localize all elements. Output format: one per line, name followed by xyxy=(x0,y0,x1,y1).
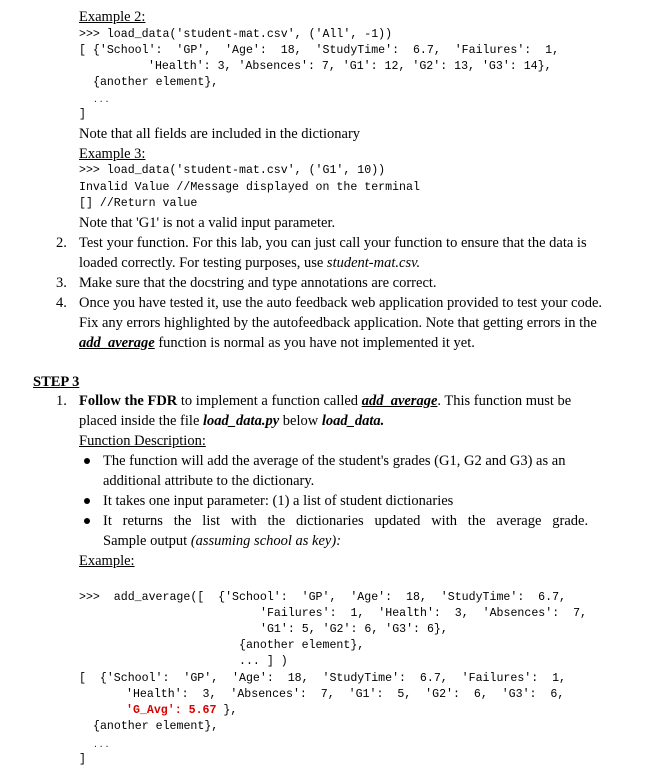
code-output-line1: [ {'School': 'GP', 'Age': 18, 'StudyTime': 6.7, 'Failures': 1, xyxy=(79,672,567,685)
code-output-close-bracket: ] xyxy=(79,753,86,766)
code-call-another-element: {another element}, xyxy=(239,639,365,652)
code-output-ellipsis: ... xyxy=(93,741,111,750)
example2-call: >>> load_data('student-mat.csv', ('All', -1)) xyxy=(79,28,393,41)
item2-number: 2. xyxy=(56,235,67,251)
example3-call: >>> load_data('student-mat.csv', ('G1', 10)) xyxy=(79,164,386,177)
item2-text-line2: loaded correctly. For testing purposes, use student-mat.csv. xyxy=(79,255,421,271)
example2-note: Note that all fields are included in the dictionary xyxy=(79,126,361,142)
code-call-close: ... ] ) xyxy=(239,655,288,668)
step3-item1-line1: Follow the FDR to implement a function called add_average. This function must be xyxy=(79,393,572,409)
item3-number: 3. xyxy=(56,275,67,291)
g-avg-highlight: 'G_Avg': 5.67 xyxy=(126,704,217,717)
bullet3-line1: It returns the list with the dictionaries updated with the average grade. xyxy=(103,513,589,529)
example3-heading: Example 3: xyxy=(79,146,146,162)
example2-another-element: {another element}, xyxy=(93,76,219,89)
item2-text-line1: Test your function. For this lab, you can just call your function to ensure that the data is xyxy=(79,235,587,251)
example2-close-bracket: ] xyxy=(79,108,86,121)
bullet2-text: It takes one input parameter: (1) a list of student dictionaries xyxy=(103,493,454,509)
code-output-another-element: {another element}, xyxy=(93,720,219,733)
code-call-line3: 'G1': 5, 'G2': 6, 'G3': 6}, xyxy=(260,623,448,636)
function-name: add_average xyxy=(79,335,155,351)
bullet1-line2: additional attribute to the dictionary. xyxy=(103,473,315,489)
step3-heading: STEP 3 xyxy=(33,374,80,390)
example2-output-line2: 'Health': 3, 'Absences': 7, 'G1': 12, 'G2': 13, 'G3': 14}, xyxy=(148,60,552,73)
example2-ellipsis: ... xyxy=(93,96,111,105)
example3-invalid-message: Invalid Value //Message displayed on the terminal xyxy=(79,181,420,194)
code-output-line3: 'G_Avg': 5.67 }, xyxy=(126,704,238,717)
example2-output-line1: [ {'School': 'GP', 'Age': 18, 'StudyTime': 6.7, 'Failures': 1, xyxy=(79,44,560,57)
step3-item1-line2: placed inside the file load_data.py below load_data. xyxy=(79,413,385,429)
example3-note: Note that 'G1' is not a valid input parameter. xyxy=(79,215,336,231)
code-call-line2: 'Failures': 1, 'Health': 3, 'Absences': 7, xyxy=(260,607,587,620)
bullet-icon xyxy=(84,518,90,524)
file-name: load_data.py xyxy=(203,413,280,429)
function-description-heading: Function Description: xyxy=(79,433,206,449)
step3-item1-number: 1. xyxy=(56,393,67,409)
bullet3-line2: Sample output (assuming school as key): xyxy=(103,533,342,549)
testing-file-name: student-mat.csv. xyxy=(326,255,421,271)
example2-heading: Example 2: xyxy=(79,9,146,25)
example-heading: Example: xyxy=(79,553,135,569)
bullet-icon xyxy=(84,458,90,464)
bullet-icon xyxy=(84,498,90,504)
code-call-line1: >>> add_average([ {'School': 'GP', 'Age': 18, 'StudyTime': 6.7, xyxy=(79,591,567,604)
bullet1-line1: The function will add the average of the student's grades (G1, G2 and G3) as an xyxy=(103,453,566,469)
item3-text: Make sure that the docstring and type annotations are correct. xyxy=(79,275,437,291)
example3-return-value: [] //Return value xyxy=(79,197,198,210)
item4-number: 4. xyxy=(56,295,67,311)
item4-text-line2: Fix any errors highlighted by the autofeedback application. Note that getting errors in the xyxy=(79,315,597,331)
item4-text-line1: Once you have tested it, use the auto feedback web application provided to test your code. xyxy=(79,295,603,311)
item4-text-line3: add_average function is normal as you have not implemented it yet. xyxy=(79,335,475,351)
code-output-line2: 'Health': 3, 'Absences': 7, 'G1': 5, 'G2': 6, 'G3': 6, xyxy=(126,688,565,701)
